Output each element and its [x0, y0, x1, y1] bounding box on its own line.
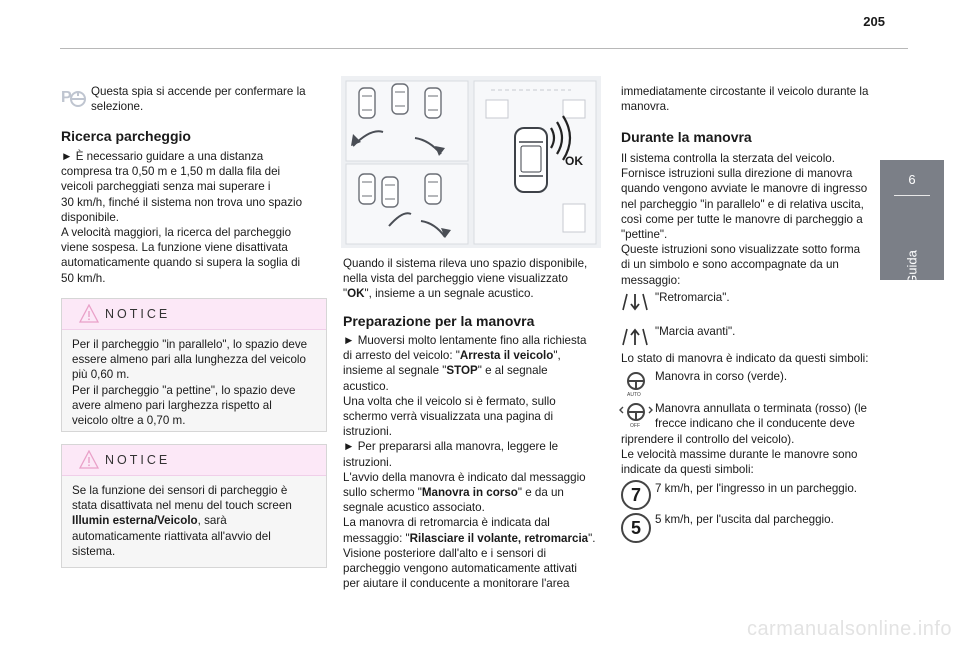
text-line: Per il parcheggio "a pettine", lo spazio deve — [72, 383, 296, 397]
text-line: Fornisce istruzioni sulla direzione di manovra — [621, 167, 853, 181]
state-intro: Lo stato di manovra è indicato da questi simboli: — [621, 352, 869, 365]
preparazione-paragraph — [343, 333, 608, 591]
text-line — [72, 513, 316, 528]
bold-fragment: Manovra in corso — [421, 486, 518, 500]
text-line — [343, 363, 608, 378]
text-line: acustico. — [343, 379, 389, 393]
text-fragment: ". — [588, 531, 596, 545]
text-line: Una volta che il veicolo si è fermato, sullo — [343, 394, 556, 408]
text-line: "pettine". — [621, 228, 668, 242]
text-line: A velocità maggiori, la ricerca del parcheggio — [61, 226, 292, 240]
header-divider — [60, 48, 908, 49]
text-line: manovra. — [621, 100, 670, 114]
text-line: così come per tutte le manovre di parcheggio a — [621, 212, 863, 226]
section-heading-preparazione: Preparazione per la manovra — [343, 313, 535, 329]
text-line: segnale acustico associato. — [343, 501, 485, 515]
chapter-label: Guida — [904, 250, 920, 285]
text-line: avere almeno pari larghezza rispetto al — [72, 398, 272, 412]
text-line: parcheggio vengono automaticamente attivati — [343, 562, 577, 576]
notice-box-spazio — [61, 298, 327, 432]
text-line: disponibile. — [61, 210, 120, 224]
text-line: istruzioni. — [343, 425, 392, 439]
text-fragment: " e da un — [517, 486, 564, 500]
text-line: nella vista del parcheggio viene visualizzato — [343, 272, 568, 286]
durante-paragraph — [621, 151, 876, 288]
text-line: per aiutare il conducente a monitorare l'area — [343, 577, 570, 591]
notice-title: NOTICE — [105, 307, 171, 321]
ok-label: OK — [565, 154, 583, 168]
text-line: ► È necessario guidare a una distanza — [61, 150, 264, 163]
off-caption: OFF — [630, 423, 640, 429]
notice-body — [62, 476, 326, 567]
text-line: ► Muoversi molto lentamente fino alla richiesta — [343, 334, 587, 347]
text-fragment: insieme al segnale " — [343, 364, 447, 378]
retromarcia-label: "Retromarcia". — [655, 291, 730, 304]
text-fragment: " e al segnale — [477, 364, 548, 378]
auto-caption: AUTO — [627, 392, 641, 398]
text-line: automaticamente quando si supera la soglia di — [61, 256, 301, 270]
text-line: ► Per prepararsi alla manovra, leggere le — [343, 440, 559, 454]
text-line — [343, 348, 608, 363]
text-line: frecce indicano che il conducente deve — [655, 417, 855, 431]
text-line: veicoli parcheggiati senza mai superare i — [61, 180, 271, 194]
text-line: viene sospesa. La funzione viene disattivata — [61, 241, 288, 255]
text-line: più 0,60 m. — [72, 368, 130, 382]
text-fragment: " — [343, 287, 348, 301]
in-corso-label: Manovra in corso (verde). — [655, 370, 788, 383]
text-line: 50 km/h. — [61, 271, 106, 285]
text-line: quando vengono avviate le manovre di ingresso — [621, 182, 868, 196]
parking-illustration — [341, 76, 601, 248]
ricerca-paragraph — [61, 149, 331, 286]
text-line: Visione posteriore dall'alto e i sensori di — [343, 546, 547, 560]
text-fragment: , sarà — [197, 514, 227, 528]
speed-limit-5-icon: 5 — [621, 513, 651, 543]
speed-limit-7-icon: 7 — [621, 480, 651, 510]
text-line: Quando il sistema rileva uno spazio disponibile, — [343, 257, 588, 270]
text-fragment: sullo schermo " — [343, 486, 422, 500]
marcia-avanti-label: "Marcia avanti". — [655, 325, 736, 338]
notice-header — [62, 299, 326, 330]
reverse-arrow-icon — [621, 292, 649, 312]
steering-auto-icon — [621, 370, 651, 398]
speed-7-label: 7 km/h, per l'ingresso in un parcheggio. — [655, 482, 857, 495]
warning-triangle-icon — [79, 450, 99, 469]
menu-path: Illumin esterna/Veicolo — [72, 514, 198, 528]
annullata-text — [655, 401, 880, 431]
text-line: 30 km/h, finché il sistema non trova uno spazio — [61, 195, 303, 209]
text-fragment: di arresto del veicolo: " — [343, 349, 460, 363]
chapter-number: 6 — [908, 172, 916, 187]
bold-fragment: STOP — [446, 364, 478, 378]
text-line: La manovra di retromarcia è indicata dal — [343, 516, 550, 530]
text-line: veicolo oltre a 0,70 m. — [72, 414, 186, 428]
chapter-tab-divider — [894, 195, 930, 196]
text-line: di un simbolo e sono accompagnate da un — [621, 258, 839, 272]
bold-fragment: Arresta il veicolo — [459, 349, 554, 363]
speeds-text — [621, 432, 881, 478]
notice-body — [62, 330, 326, 436]
text-fragment: messaggio: " — [343, 531, 410, 545]
text-line: L'avvio della manovra è indicato dal messaggio — [343, 470, 586, 484]
text-line: schermo verrà visualizzata una pagina di — [343, 410, 554, 424]
text-line — [343, 531, 608, 546]
forward-arrow-icon — [621, 327, 649, 347]
continuation-text — [621, 84, 876, 114]
notice-title: NOTICE — [105, 453, 171, 467]
watermark: carmanualsonline.info — [746, 618, 952, 640]
text-line: immediatamente circostante il veicolo durante la — [621, 85, 869, 98]
section-heading-durante: Durante la manovra — [621, 129, 752, 145]
svg-text:P: P — [61, 89, 72, 106]
text-line: essere almeno pari alla lunghezza del veicolo — [72, 353, 306, 367]
park-assist-lamp-icon — [61, 86, 83, 108]
text-line: Queste istruzioni sono visualizzate sotto forma — [621, 243, 861, 257]
text-line: istruzioni. — [343, 455, 392, 469]
bold-fragment: Rilasciare il volante, retromarcia — [409, 531, 589, 545]
text-line: nel parcheggio "in parallelo" e di relativa uscita, — [621, 197, 864, 211]
text-line — [343, 286, 605, 301]
text-line: sistema. — [72, 544, 116, 558]
text-line — [343, 485, 608, 500]
text-fragment: ", — [553, 349, 561, 363]
page-number: 205 — [863, 14, 885, 29]
lamp-description: Questa spia si accende per confermare la selezione. — [91, 85, 306, 114]
text-line: riprendere il controllo del veicolo). — [621, 433, 795, 446]
notice-header — [62, 445, 326, 476]
text-line: Manovra annullata o terminata (rosso) (le — [655, 402, 868, 415]
text-line: Se la funzione dei sensori di parcheggio è — [72, 484, 288, 497]
text-line: compresa tra 0,50 m e 1,50 m dalla fila dei — [61, 165, 281, 179]
warning-triangle-icon — [79, 304, 99, 323]
text-fragment: ", insieme a un segnale acustico. — [364, 287, 534, 301]
speed-5-label: 5 km/h, per l'uscita dal parcheggio. — [655, 513, 834, 526]
section-heading-ricerca: Ricerca parcheggio — [61, 128, 191, 144]
text-line: Il sistema controlla la sterzata del veicolo. — [621, 152, 835, 165]
steering-off-icon — [619, 401, 653, 429]
ok-bold: OK — [347, 287, 365, 301]
text-line: Le velocità massime durante le manovre sono — [621, 448, 858, 462]
notice-box-sensori — [61, 444, 327, 568]
text-line: stata disattivata nel menu del touch screen — [72, 499, 292, 513]
text-line: automaticamente riattivata all'avvio del — [72, 529, 271, 543]
illustration-caption — [343, 256, 605, 302]
text-line: Per il parcheggio "in parallelo", lo spazio deve — [72, 338, 308, 351]
text-line: messaggio: — [621, 273, 681, 287]
text-line: indicate da questi simboli: — [621, 463, 754, 477]
